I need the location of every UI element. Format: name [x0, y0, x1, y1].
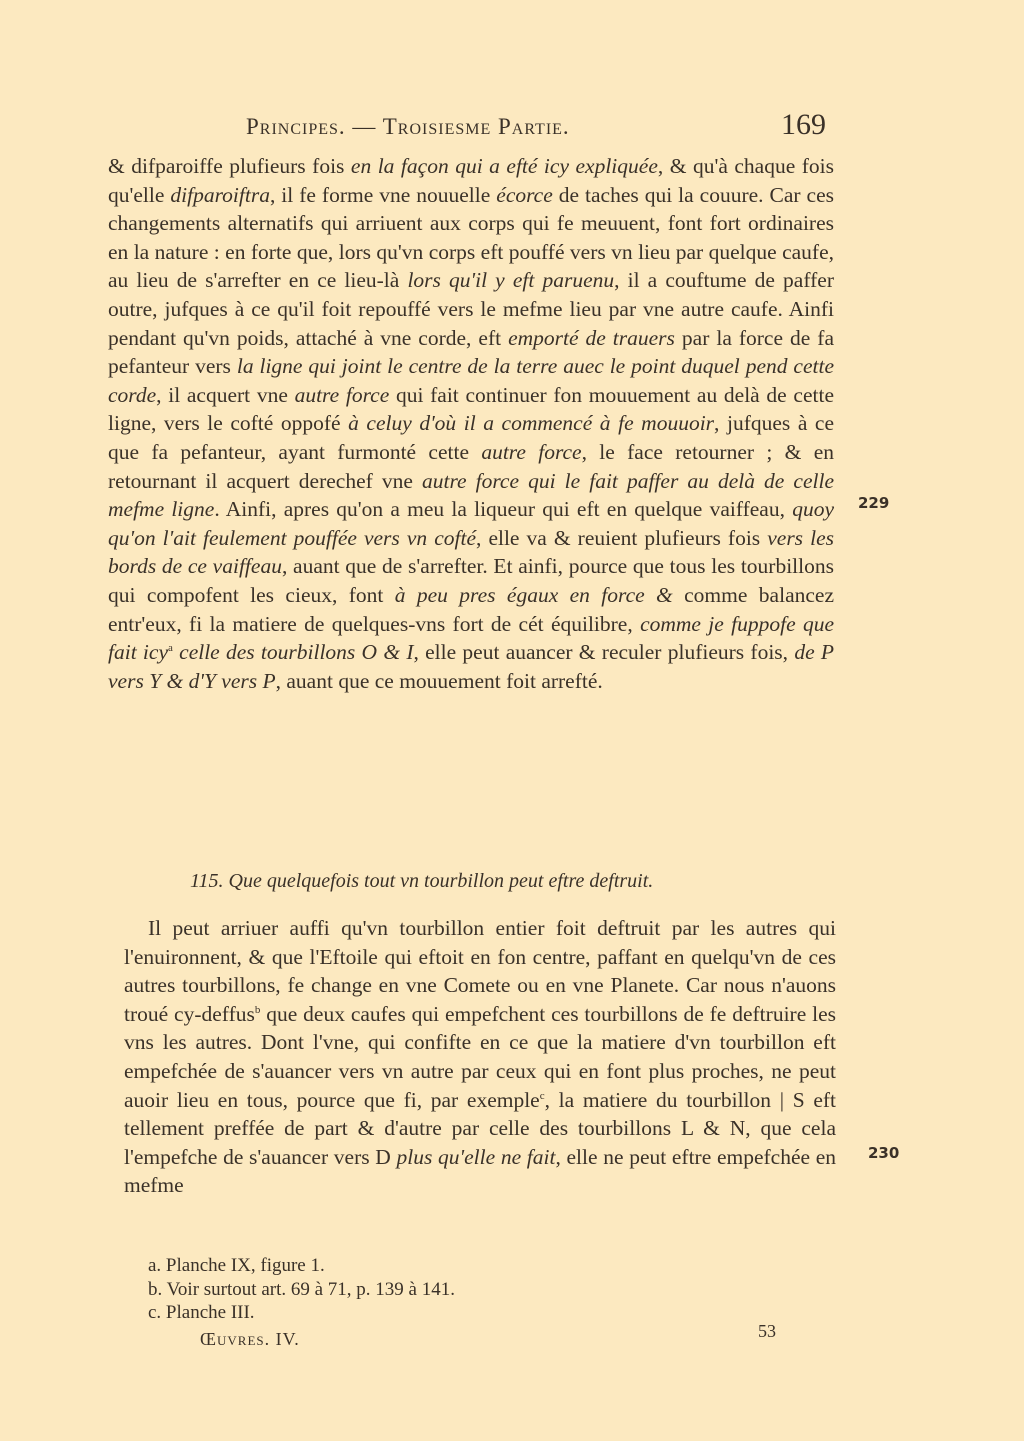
- italic-run: vers les bords de ce vaiffeau: [108, 525, 834, 579]
- text-run: Il peut arriuer auffi qu'vn tourbillon entier foit deftruit par les autres qui l'enuironnent, & que l'Eftoile qui eftoit en fon centre, paffant en quelqu'vn de ces autres tourbillons, fe change en vne Comete ou en vne Planete. Car nous n'auons troué cy-deffus: [124, 916, 836, 1026]
- text-run: . Ainfi, apres qu'on a meu la liqueur qui eft en quelque vaiffeau,: [214, 497, 793, 522]
- paragraph-2: [124, 914, 836, 1200]
- page-number: 169: [781, 108, 826, 141]
- section-title: 115. Que quelquefois tout vn tourbillon peut eftre deftruit.: [190, 870, 654, 892]
- italic-run: emporté de trauers: [508, 325, 675, 350]
- italic-run: comme je fuppofe que fait icy: [108, 611, 834, 665]
- text-run: , il fe forme vne nouuelle: [269, 182, 497, 207]
- text-run: , il a couftume de paffer outre, jufques à ce qu'il foit repouffé vers le mefme lieu par vne autre caufe. Ainfi pendant qu'vn poids, attaché à vne corde, eft: [108, 268, 834, 350]
- paragraph-2-text: [124, 914, 836, 1200]
- paragraph-1-text: [108, 152, 834, 695]
- text-run: par la force de fa pefanteur vers: [108, 325, 834, 379]
- text-run: , il acquert vne: [156, 382, 295, 407]
- italic-run: autre force qui le fait paffer au delà de celle mefme ligne: [108, 468, 834, 522]
- italic-run: la ligne qui joint le centre de la terre auec le point duquel pend cette corde: [108, 354, 834, 407]
- running-head: Principes. — Troisiesme Partie.: [246, 114, 570, 139]
- margin-number-230: 230: [868, 1144, 900, 1162]
- footnote-c: c. Planche III.: [148, 1302, 255, 1323]
- text-run: & difparoiffe plufieurs fois: [108, 154, 351, 178]
- italic-run: à peu pres égaux en force &: [394, 582, 673, 607]
- text-run: qui fait continuer fon mouuement au delà de cette ligne, vers le cofté oppofé: [108, 382, 834, 436]
- paragraph-1: [108, 152, 834, 695]
- text-run: , le face retourner ; & en retournant il acquert derechef vne: [108, 439, 834, 493]
- text-run: , jufques à ce que fa pefanteur, ayant furmonté cette: [108, 411, 834, 464]
- text-run: , auant que de s'arrefter. Et ainfi, pource que tous les tourbillons qui compofent les cieux, font: [108, 554, 834, 607]
- margin-number-229: 229: [858, 494, 890, 512]
- text-run: , & qu'à chaque fois qu'elle: [108, 154, 834, 207]
- italic-run: en la façon qui a efté icy expliquée: [350, 154, 658, 178]
- footnote-ref: c: [539, 1089, 545, 1102]
- text-run: , auant que ce mouuement foit arrefté.: [275, 668, 603, 693]
- italic-run: difparoiftra: [170, 182, 270, 207]
- italic-run: celle des tourbillons O & I: [172, 640, 414, 665]
- footer-signature: Œuvres. IV.: [200, 1329, 300, 1349]
- text-run: de taches qui la couure. Car ces changements alternatifs qui arriuent aux corps qui fe meuuent, font fort ordinaires en la nature : en forte que, lors qu'vn corps eft pouffé vers vn lieu par quelque caufe, au lieu de s'arrefter en ce lieu-là: [108, 182, 835, 293]
- italic-run: de P vers Y & d'Y vers P: [108, 640, 835, 693]
- italic-run: quoy qu'on l'ait feulement pouffée vers vn cofté: [108, 497, 834, 550]
- italic-run: autre force: [481, 439, 582, 464]
- text-run: , elle va & reuient plufieurs fois: [476, 525, 768, 550]
- footer-sheet-number: 53: [758, 1321, 776, 1341]
- footnote-a: a. Planche IX, figure 1.: [148, 1255, 325, 1276]
- text-run: comme balancez entr'eux, fi la matiere de quelques-vns fort de cét équilibre,: [108, 582, 834, 636]
- footnotes: [148, 1254, 455, 1325]
- italic-run: écorce: [496, 182, 553, 207]
- italic-run: plus qu'elle ne fait: [396, 1144, 556, 1169]
- page-header: [246, 108, 826, 142]
- italic-run: à celuy d'où il a commencé à fe mouuoir: [348, 411, 715, 436]
- text-run: , elle peut auancer & reculer plufieurs fois,: [413, 640, 795, 665]
- text-run: , elle ne peut eftre empefchée en mefme: [124, 1144, 837, 1198]
- italic-run: autre force: [294, 382, 390, 407]
- footnote-ref: b: [254, 1003, 261, 1016]
- text-run: , la matiere du tourbillon | S eft tellement preffée de part & d'autre par celle des tourbillons L & N, que cela l'empefche de s'auancer vers D: [124, 1087, 837, 1169]
- footnote-b: b. Voir surtout art. 69 à 71, p. 139 à 141.: [148, 1278, 455, 1300]
- text-run: que deux caufes qui empefchent ces tourbillons de fe deftruire les vns les autres. Dont l'vne, qui confifte en ce que la matiere d'vn tourbillon eft empefchée de s'auancer vers vn autre par ceux qui en font plus proches, ne peut auoir lieu en tous, pource que fi, par exemple: [124, 1001, 837, 1112]
- italic-run: lors qu'il y eft paruenu: [407, 268, 615, 293]
- footnote-ref: a: [168, 641, 173, 654]
